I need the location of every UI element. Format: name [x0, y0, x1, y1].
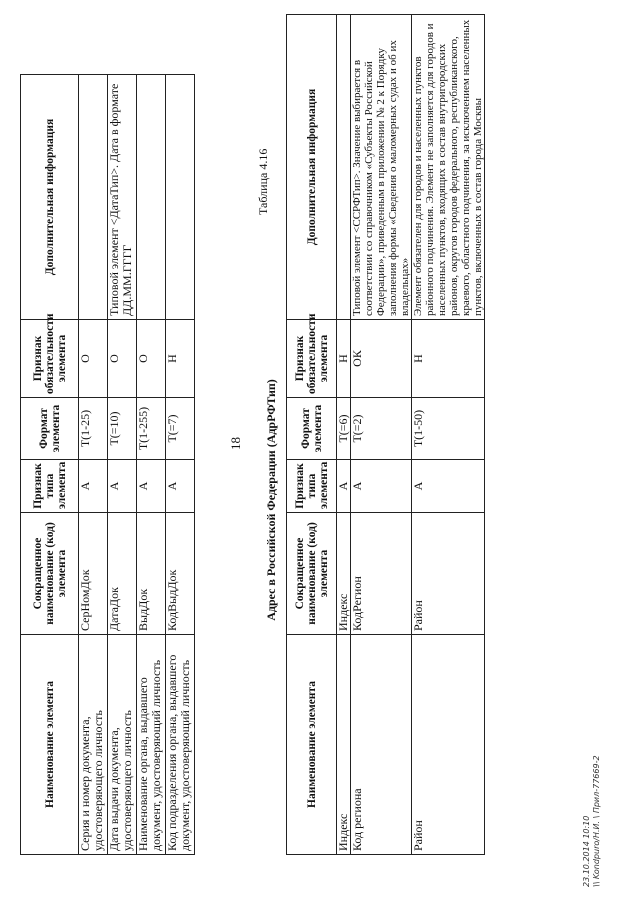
- column-header: Сокращенное наименование (код) элемента: [21, 513, 79, 635]
- table-row: [351, 15, 412, 855]
- element-info-cell: [337, 15, 351, 320]
- column-header: Наименование элемента: [287, 635, 337, 855]
- table-caption: Таблица 4.16: [256, 148, 270, 215]
- element-type-cell: А: [79, 460, 108, 513]
- element-name-cell: Серия и номер документа, удостоверяющего личность: [79, 635, 108, 855]
- stamp-path: \\ Kondpuro/H.И. \ Прил-77669-2: [592, 755, 601, 887]
- element-type-cell: А: [351, 460, 412, 513]
- element-required-cell: О: [79, 320, 108, 398]
- table-row: [337, 15, 351, 855]
- element-name-cell: Дата выдачи документа, удостоверяющего личность: [108, 635, 137, 855]
- element-format-cell: T(=10): [108, 398, 137, 460]
- element-required-cell: Н: [412, 320, 485, 398]
- element-code-cell: Район: [412, 513, 485, 635]
- element-type-cell: А: [337, 460, 351, 513]
- table-row: [108, 75, 137, 855]
- element-name-cell: Код подразделения органа, выдавшего документ, удостоверяющий личность: [166, 635, 195, 855]
- element-info-cell: Элемент обязателен для городов и населенных пунктов районного подчинения. Элемент не заполняется для городов и населенных пунктов, входящих в состав внутригородских районов, округов городов федерального, республиканского, краевого, областного подчинения, за исключением населенных пунктов, включенных в состав города Москвы: [412, 15, 485, 320]
- table-header-row: [287, 15, 337, 855]
- element-code-cell: КодРегион: [351, 513, 412, 635]
- fields-table: [20, 74, 195, 855]
- element-info-cell: [166, 75, 195, 320]
- element-code-cell: Индекс: [337, 513, 351, 635]
- column-header: Формат элемента: [21, 398, 79, 460]
- table-row: [412, 15, 485, 855]
- element-type-cell: А: [166, 460, 195, 513]
- element-format-cell: T(=2): [351, 398, 412, 460]
- element-info-cell: Типовой элемент <ССРФТип>. Значение выбирается в соответствии со справочником «Субъекты Российской Федерации», приведенным в приложении № 2 к Порядку заполнения формы «Сведения о маломерных судах и об их владельцах»: [351, 15, 412, 320]
- table-row: [137, 75, 166, 855]
- element-required-cell: Н: [166, 320, 195, 398]
- table-title: Адрес в Российской Федерации (АдрРФТип): [264, 379, 278, 621]
- element-required-cell: ОК: [351, 320, 412, 398]
- element-name-cell: Наименование органа, выдавшего документ, удостоверяющий личность: [137, 635, 166, 855]
- column-header: Признак типа элемента: [21, 460, 79, 513]
- column-header: Сокращенное наименование (код) элемента: [287, 513, 337, 635]
- element-name-cell: Код региона: [351, 635, 412, 855]
- column-header: Наименование элемента: [21, 635, 79, 855]
- element-required-cell: О: [137, 320, 166, 398]
- element-code-cell: КодВыдДок: [166, 513, 195, 635]
- element-required-cell: Н: [337, 320, 351, 398]
- element-format-cell: T(1-50): [412, 398, 485, 460]
- column-header: Признак типа элемента: [287, 460, 337, 513]
- element-name-cell: Индекс: [337, 635, 351, 855]
- table-row: [166, 75, 195, 855]
- element-format-cell: T(=7): [166, 398, 195, 460]
- page-content: [0, 15, 640, 855]
- stamp-timestamp: 23.10.2014 10:10: [582, 815, 591, 887]
- element-info-cell: [79, 75, 108, 320]
- element-format-cell: T(1-255): [137, 398, 166, 460]
- element-type-cell: А: [108, 460, 137, 513]
- element-code-cell: СерНомДок: [79, 513, 108, 635]
- column-header: Дополнительная информация: [21, 75, 79, 320]
- column-header: Признак обязательности элемента: [21, 320, 79, 398]
- table-header-row: [21, 75, 79, 855]
- element-type-cell: А: [412, 460, 485, 513]
- element-type-cell: А: [137, 460, 166, 513]
- element-info-cell: [137, 75, 166, 320]
- address-table: [286, 14, 485, 855]
- element-required-cell: О: [108, 320, 137, 398]
- element-format-cell: T(1-25): [79, 398, 108, 460]
- element-code-cell: ВыдДок: [137, 513, 166, 635]
- element-code-cell: ДатаДок: [108, 513, 137, 635]
- page-number: 18: [228, 437, 243, 450]
- table-row: [79, 75, 108, 855]
- element-info-cell: Типовой элемент <ДатаТип>. Дата в формате ДД.ММ.ГГГГ: [108, 75, 137, 320]
- column-header: Дополнительная информация: [287, 15, 337, 320]
- element-name-cell: Район: [412, 635, 485, 855]
- element-format-cell: T(=6): [337, 398, 351, 460]
- column-header: Признак обязательности элемента: [287, 320, 337, 398]
- column-header: Формат элемента: [287, 398, 337, 460]
